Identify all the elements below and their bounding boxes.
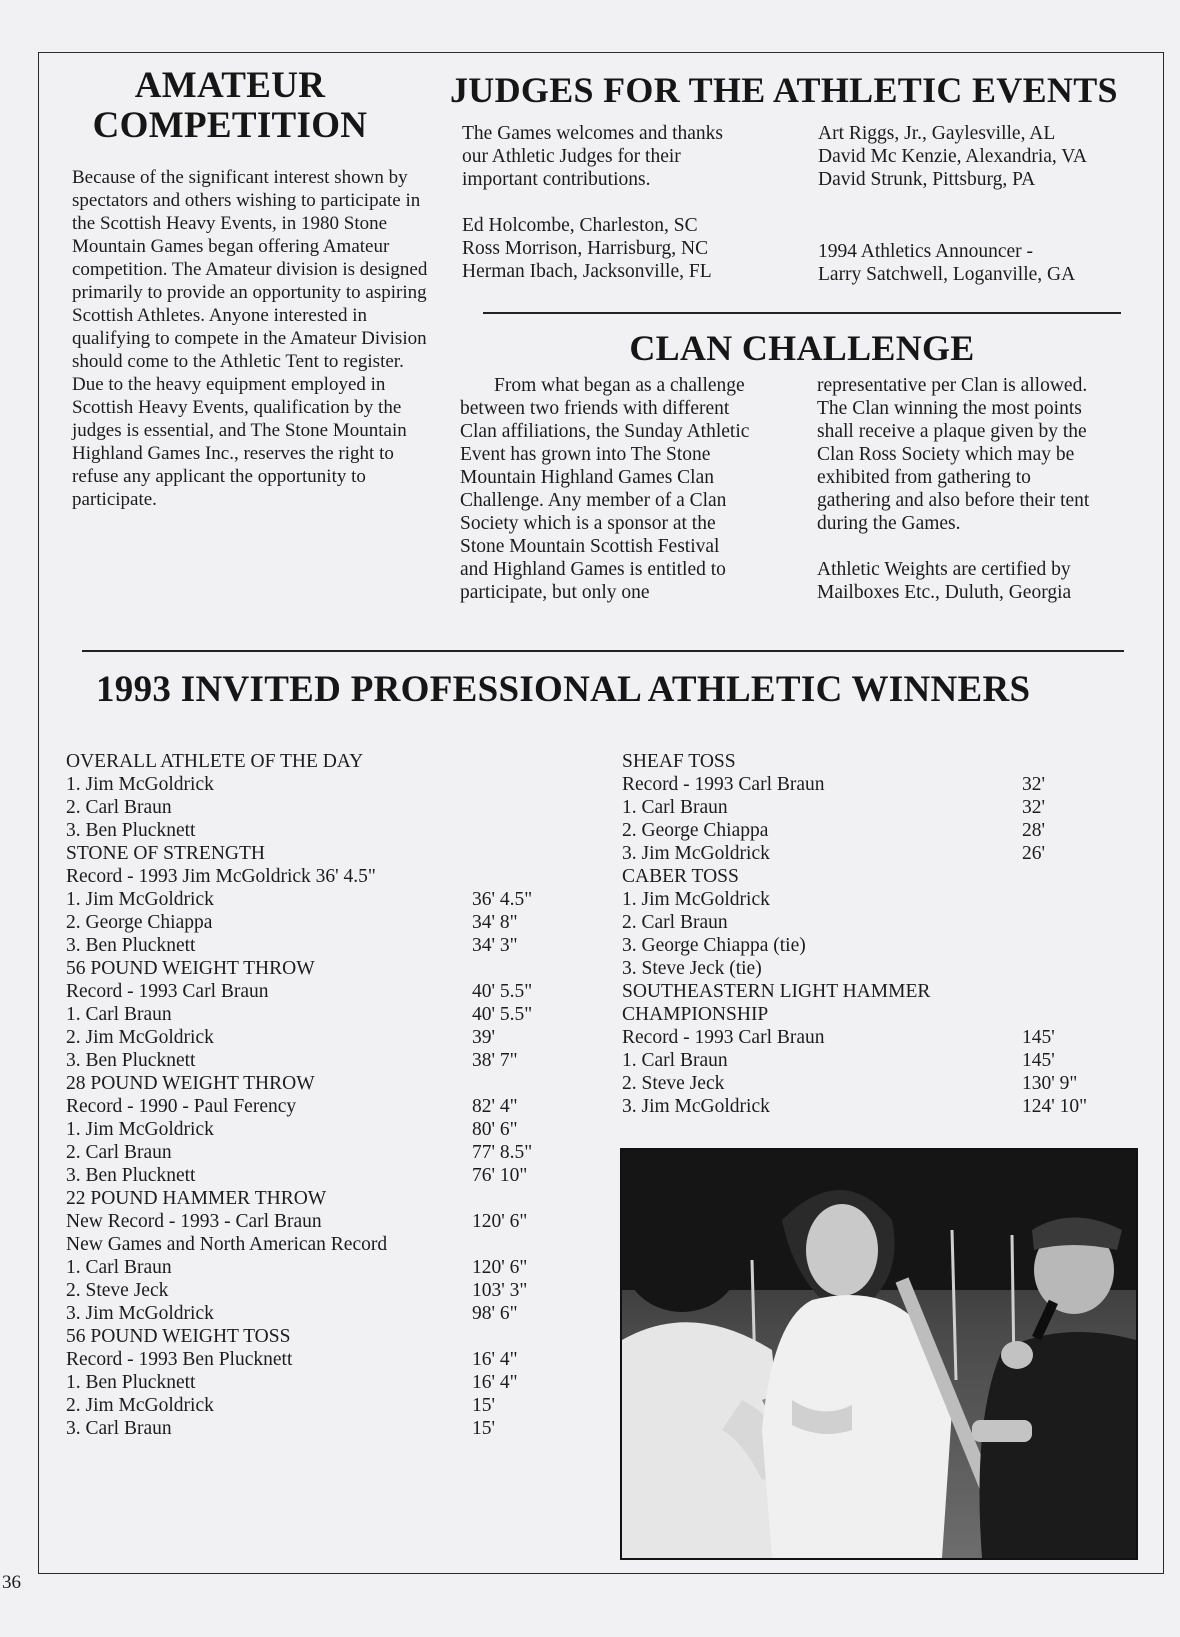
result-row	[66, 1394, 626, 1417]
result-label: 3. Carl Braun	[66, 1418, 172, 1439]
result-row	[66, 1095, 626, 1118]
result-label: 3. Jim McGoldrick	[622, 843, 770, 864]
result-label: 2. Carl Braun	[622, 912, 728, 933]
result-label: 2. Jim McGoldrick	[66, 1395, 214, 1416]
clan-text-line: Event has grown into The Stone	[460, 444, 711, 465]
result-label: 56 POUND WEIGHT THROW	[66, 958, 315, 979]
result-row	[622, 796, 1062, 819]
result-row	[66, 1348, 626, 1371]
result-distance: 15'	[472, 1395, 496, 1416]
result-label: 1. Carl Braun	[622, 1050, 728, 1071]
clan-text-line: and Highland Games is entitled to	[460, 559, 726, 580]
result-distance: 15'	[472, 1418, 496, 1439]
result-label: 1. Jim McGoldrick	[66, 774, 214, 795]
clan-text-line: The Clan winning the most points	[817, 398, 1082, 419]
result-distance: 34' 3"	[472, 935, 518, 956]
result-distance: 26'	[1022, 843, 1046, 864]
result-distance: 16' 4"	[472, 1349, 518, 1370]
judges-intro-line: The Games welcomes and thanks	[462, 123, 724, 144]
result-label: 2. Steve Jeck	[66, 1280, 169, 1301]
clan-text-line: Society which is a sponsor at the	[460, 513, 716, 534]
result-row	[622, 1026, 1062, 1049]
result-label: 1. Jim McGoldrick	[622, 889, 770, 910]
judges-intro	[462, 122, 782, 191]
result-distance: 76' 10"	[472, 1165, 528, 1186]
amateur-body-text: Because of the significant interest shown by spectators and others wishing to participate in the Scottish Heavy Events, in 1980 Stone Mountain Games began offering Amateur competition. The Amateur division is designed primarily to provide an opportunity to aspiring Scottish Athletes. Anyone interested in qualifying to compete in the Amateur Division should come to the Athletic Tent to register. Due to the heavy equipment employed in Scottish Heavy Events, qualification by the judges is essential, and The Stone Mountain Highland Games Inc., reserves the right to refuse any applicant the opportunity to participate.	[72, 167, 428, 510]
result-row	[66, 1302, 626, 1325]
result-label: 22 POUND HAMMER THROW	[66, 1188, 327, 1209]
result-label: 1. Ben Plucknett	[66, 1372, 196, 1393]
result-distance: 32'	[1022, 797, 1046, 818]
result-label: 3. Jim McGoldrick	[66, 1303, 214, 1324]
result-row	[66, 865, 626, 888]
result-label: New Games and North American Record	[66, 1234, 388, 1255]
result-distance: 40' 5.5"	[472, 1004, 533, 1025]
result-distance: 32'	[1022, 774, 1046, 795]
judges-list-left	[462, 214, 792, 283]
clan-text-line: between two friends with different	[460, 398, 730, 419]
clan-text-line: shall receive a plaque given by the	[817, 421, 1087, 442]
result-label: 3. Jim McGoldrick	[622, 1096, 770, 1117]
result-distance: 77' 8.5"	[472, 1142, 533, 1163]
result-distance: 145'	[1022, 1050, 1055, 1071]
section-divider	[82, 650, 1124, 652]
result-row	[622, 865, 1062, 888]
result-label: STONE OF STRENGTH	[66, 843, 265, 864]
result-label: 3. Ben Plucknett	[66, 1050, 196, 1071]
weights-certified-line: Athletic Weights are certified by	[817, 559, 1071, 580]
results-right-column	[622, 750, 1088, 1118]
result-row	[622, 957, 1062, 980]
section-divider	[483, 312, 1121, 314]
results-left-column	[66, 750, 626, 1440]
result-row	[622, 911, 1062, 934]
result-label: 2. Jim McGoldrick	[66, 1027, 214, 1048]
result-distance: 145'	[1022, 1027, 1055, 1048]
result-distance: 82' 4"	[472, 1096, 518, 1117]
clan-challenge-text-left	[460, 374, 790, 604]
result-label: 3. Ben Plucknett	[66, 820, 196, 841]
athlete-award-photo	[620, 1148, 1138, 1560]
result-distance: 80' 6"	[472, 1119, 518, 1140]
result-distance: 120' 6"	[472, 1257, 528, 1278]
result-label: Record - 1990 - Paul Ferency	[66, 1096, 297, 1117]
clan-text-line: gathering and also before their tent	[817, 490, 1090, 511]
clan-text-line: Stone Mountain Scottish Festival	[460, 536, 720, 557]
result-row	[66, 1118, 626, 1141]
result-row	[622, 980, 1062, 1003]
amateur-title-line1: AMATEUR	[134, 65, 326, 106]
judges-list-right	[818, 122, 1148, 191]
judge-entry: Herman Ibach, Jacksonville, FL	[462, 261, 712, 282]
clan-text-line: Challenge. Any member of a Clan	[460, 490, 727, 511]
result-label: 56 POUND WEIGHT TOSS	[66, 1326, 291, 1347]
result-label: 1. Carl Braun	[66, 1257, 172, 1278]
result-label: CHAMPIONSHIP	[622, 1004, 769, 1025]
announcer-credit	[818, 240, 1148, 286]
weights-certified-line: Mailboxes Etc., Duluth, Georgia	[817, 582, 1072, 603]
judges-intro-line: our Athletic Judges for their	[462, 146, 681, 167]
result-label: Record - 1993 Carl Braun	[622, 1027, 825, 1048]
result-label: 2. George Chiappa	[622, 820, 769, 841]
result-label: 1. Carl Braun	[66, 1004, 172, 1025]
result-row	[66, 1417, 626, 1440]
result-row	[66, 819, 626, 842]
result-row	[622, 773, 1062, 796]
judge-entry: Ross Morrison, Harrisburg, NC	[462, 238, 709, 259]
result-distance: 16' 4"	[472, 1372, 518, 1393]
result-row	[66, 1141, 626, 1164]
result-label: SOUTHEASTERN LIGHT HAMMER	[622, 981, 931, 1002]
result-label: 2. Carl Braun	[66, 1142, 172, 1163]
result-label: 2. Carl Braun	[66, 797, 172, 818]
clan-text-line: during the Games.	[817, 513, 961, 534]
result-row	[66, 1210, 626, 1233]
result-row	[66, 934, 626, 957]
result-label: Record - 1993 Ben Plucknett	[66, 1349, 293, 1370]
page-number: 36	[2, 1572, 21, 1593]
clan-text-line: Clan Ross Society which may be	[817, 444, 1075, 465]
result-distance: 120' 6"	[472, 1211, 528, 1232]
announcer-line: 1994 Athletics Announcer -	[818, 241, 1034, 262]
result-label: 3. George Chiappa (tie)	[622, 935, 806, 956]
photo-illustration	[622, 1150, 1136, 1558]
result-row	[66, 957, 626, 980]
result-row	[66, 1187, 626, 1210]
result-row	[66, 773, 626, 796]
clan-text-line: representative per Clan is allowed.	[817, 375, 1088, 396]
announcer-line: Larry Satchwell, Loganville, GA	[818, 264, 1076, 285]
result-label: 3. Ben Plucknett	[66, 1165, 196, 1186]
result-row	[66, 1164, 626, 1187]
result-row	[66, 1325, 626, 1348]
result-label: 3. Steve Jeck (tie)	[622, 958, 762, 979]
result-distance: 28'	[1022, 820, 1046, 841]
result-row	[622, 934, 1062, 957]
result-row	[66, 1072, 626, 1095]
result-label: 2. George Chiappa	[66, 912, 213, 933]
result-row	[622, 1003, 1062, 1026]
result-label: SHEAF TOSS	[622, 751, 736, 772]
clan-challenge-text-right	[817, 374, 1147, 604]
judge-entry: David Strunk, Pittsburg, PA	[818, 169, 1036, 190]
result-row	[66, 1371, 626, 1394]
judges-title: JUDGES FOR THE ATHLETIC EVENTS	[450, 70, 1118, 110]
clan-challenge-title: CLAN CHALLENGE	[629, 328, 975, 368]
result-row	[66, 1279, 626, 1302]
clan-text-line: From what began as a challenge	[494, 375, 745, 396]
result-distance: 36' 4.5"	[472, 889, 533, 910]
clan-text-line: participate, but only one	[460, 582, 650, 603]
result-label: 1. Jim McGoldrick	[66, 1119, 214, 1140]
result-label: Record - 1993 Carl Braun	[622, 774, 825, 795]
result-distance: 103' 3"	[472, 1280, 528, 1301]
result-label: Record - 1993 Carl Braun	[66, 981, 269, 1002]
result-distance: 34' 8"	[472, 912, 518, 933]
result-label: 1. Carl Braun	[622, 797, 728, 818]
amateur-title	[60, 66, 400, 146]
result-row	[66, 750, 626, 773]
clan-text-line: Clan affiliations, the Sunday Athletic	[460, 421, 750, 442]
result-distance: 39'	[472, 1027, 496, 1048]
result-distance: 124' 10"	[1022, 1096, 1088, 1117]
result-row	[622, 819, 1062, 842]
result-row	[66, 842, 626, 865]
amateur-title-line2: COMPETITION	[92, 105, 368, 146]
result-row	[66, 1003, 626, 1026]
result-distance: 130' 9"	[1022, 1073, 1078, 1094]
result-distance: 98' 6"	[472, 1303, 518, 1324]
result-row	[66, 980, 626, 1003]
result-row	[622, 842, 1062, 865]
result-row	[66, 1026, 626, 1049]
result-label: CABER TOSS	[622, 866, 739, 887]
result-label: 1. Jim McGoldrick	[66, 889, 214, 910]
judge-entry: David Mc Kenzie, Alexandria, VA	[818, 146, 1087, 167]
result-label: OVERALL ATHLETE OF THE DAY	[66, 751, 364, 772]
judges-intro-line: important contributions.	[462, 169, 651, 190]
judge-entry: Ed Holcombe, Charleston, SC	[462, 215, 698, 236]
result-row	[66, 1049, 626, 1072]
result-row	[66, 911, 626, 934]
result-label: Record - 1993 Jim McGoldrick 36' 4.5"	[66, 866, 376, 887]
result-label: 28 POUND WEIGHT THROW	[66, 1073, 315, 1094]
result-label: 3. Ben Plucknett	[66, 935, 196, 956]
result-row	[622, 750, 1062, 773]
result-row	[622, 888, 1062, 911]
result-label: 2. Steve Jeck	[622, 1073, 725, 1094]
clan-text-line: exhibited from gathering to	[817, 467, 1031, 488]
result-row	[622, 1095, 1088, 1118]
result-label: New Record - 1993 - Carl Braun	[66, 1211, 322, 1232]
result-distance: 40' 5.5"	[472, 981, 533, 1002]
result-row	[66, 1256, 626, 1279]
clan-text-line: Mountain Highland Games Clan	[460, 467, 715, 488]
result-row	[66, 1233, 626, 1256]
judge-entry: Art Riggs, Jr., Gaylesville, AL	[818, 123, 1056, 144]
result-row	[66, 796, 626, 819]
result-row	[622, 1049, 1062, 1072]
result-distance: 38' 7"	[472, 1050, 518, 1071]
result-row	[66, 888, 626, 911]
result-row	[622, 1072, 1078, 1095]
winners-title: 1993 INVITED PROFESSIONAL ATHLETIC WINNERS	[96, 669, 1031, 710]
